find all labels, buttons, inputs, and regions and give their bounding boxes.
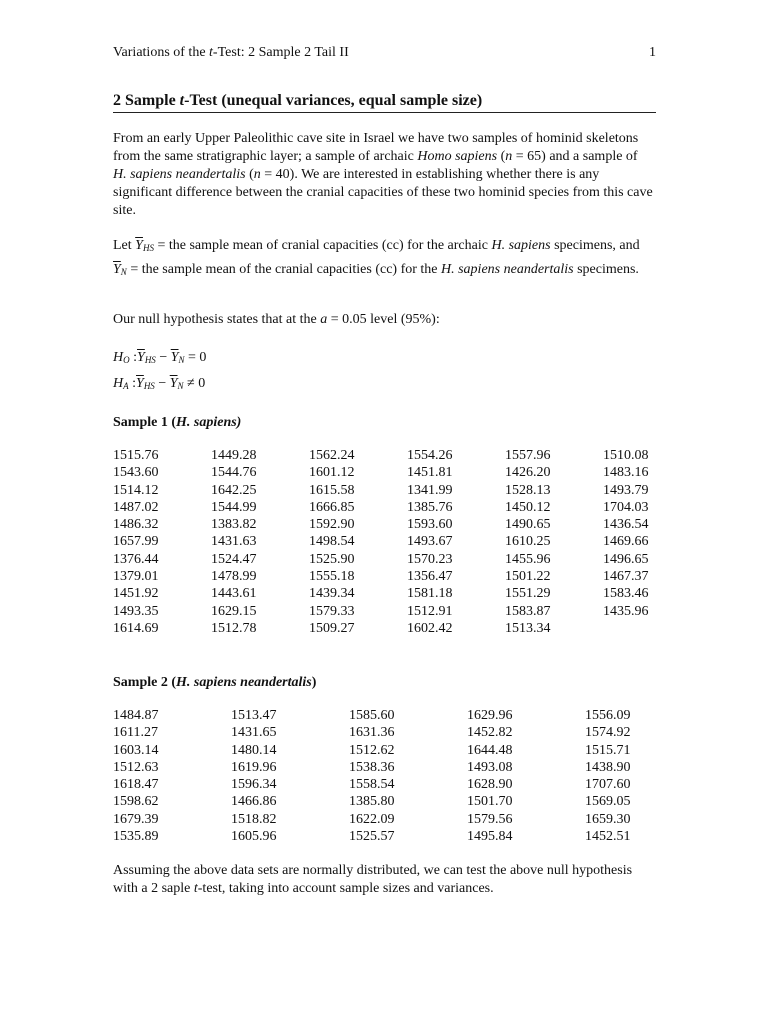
sample2-heading: Sample 2 (H. sapiens neandertalis) — [113, 675, 317, 690]
data-cell: 1601.12 — [309, 465, 355, 481]
data-cell: 1512.91 — [407, 603, 453, 619]
data-cell: 1379.01 — [113, 569, 159, 585]
data-cell: 1512.78 — [211, 620, 257, 636]
sample2-column — [467, 707, 513, 845]
data-cell: 1642.25 — [211, 482, 257, 498]
data-cell: 1484.87 — [113, 708, 159, 723]
data-cell: 1644.48 — [467, 742, 513, 758]
data-cell: 1525.90 — [309, 551, 355, 567]
data-cell: 1579.33 — [309, 603, 355, 619]
data-cell: 1493.67 — [407, 534, 453, 550]
data-cell: 1704.03 — [603, 499, 649, 515]
data-cell: 1631.36 — [349, 725, 395, 741]
data-cell: 1544.76 — [211, 465, 257, 481]
data-cell: 1435.96 — [603, 603, 649, 619]
data-cell: 1558.54 — [349, 777, 395, 793]
data-cell: 1341.99 — [407, 482, 453, 498]
data-cell: 1501.70 — [467, 794, 513, 810]
data-cell: 1525.57 — [349, 829, 395, 845]
data-cell: 1611.27 — [113, 725, 158, 741]
data-cell: 1431.63 — [211, 534, 257, 550]
null-hypothesis-equation: $H_O$ $:\overline{Y}_{HS} - \overline{Y}_N = 0$ — [113, 350, 207, 365]
data-cell: 1356.47 — [407, 569, 453, 585]
data-cell: 1618.47 — [113, 777, 159, 793]
data-cell: 1603.14 — [113, 742, 159, 758]
data-cell: 1629.96 — [467, 708, 513, 723]
data-cell: 1614.69 — [113, 620, 159, 636]
data-cell: 1487.02 — [113, 499, 159, 515]
data-cell: 1555.18 — [309, 569, 355, 585]
running-title: Variations of the t-Test: 2 Sample 2 Tail II — [113, 45, 349, 60]
data-cell: 1583.46 — [603, 586, 649, 602]
data-cell: 1657.99 — [113, 534, 159, 550]
data-cell: 1512.63 — [113, 759, 159, 775]
data-cell: 1431.65 — [231, 725, 277, 741]
data-cell: 1450.12 — [505, 499, 551, 515]
data-cell: 1538.36 — [349, 759, 395, 775]
data-cell: 1610.25 — [505, 534, 551, 550]
data-cell: 1426.20 — [505, 465, 551, 481]
sample2-column — [349, 707, 395, 845]
intro-paragraph: From an early Upper Paleolithic cave site in Israel we have two samples of hominid skeletons from the same stratigraphic layer; a sample of archaic Homo sapiens (n = 65) and a sample of H. sapiens neandertalis (n = 40). We are interested in establishing whether there is any significant difference between the cranial capacities of these two hominid species from this cave site. — [113, 131, 653, 218]
data-cell: 1512.62 — [349, 742, 395, 758]
sample2-column — [585, 707, 631, 845]
data-cell: 1592.90 — [309, 517, 355, 533]
data-cell: 1543.60 — [113, 465, 159, 481]
data-cell: 1569.05 — [585, 794, 631, 810]
sample1-heading: Sample 1 (H. sapiens) — [113, 415, 242, 430]
data-cell: 1615.58 — [309, 482, 355, 498]
data-cell: 1562.24 — [309, 448, 355, 463]
data-cell: 1480.14 — [231, 742, 277, 758]
data-cell: 1385.80 — [349, 794, 395, 810]
data-cell: 1478.99 — [211, 569, 257, 585]
data-cell: 1518.82 — [231, 811, 277, 827]
data-cell: 1593.60 — [407, 517, 453, 533]
data-cell: 1493.35 — [113, 603, 159, 619]
data-cell: 1483.16 — [603, 465, 649, 481]
data-cell: 1493.79 — [603, 482, 649, 498]
data-cell: 1544.99 — [211, 499, 257, 515]
data-cell: 1498.54 — [309, 534, 355, 550]
data-cell: 1436.54 — [603, 517, 649, 533]
data-cell: 1438.90 — [585, 759, 631, 775]
data-cell: 1514.12 — [113, 482, 159, 498]
data-cell: 1557.96 — [505, 448, 551, 463]
sample1-column — [309, 447, 355, 637]
data-cell: 1707.60 — [585, 777, 631, 793]
data-cell: 1513.34 — [505, 620, 551, 636]
data-cell: 1443.61 — [211, 586, 257, 602]
data-cell: 1596.34 — [231, 777, 277, 793]
data-cell: 1490.65 — [505, 517, 551, 533]
data-cell: 1451.81 — [407, 465, 453, 481]
data-cell: 1466.86 — [231, 794, 277, 810]
data-cell: 1385.76 — [407, 499, 453, 515]
assumption-paragraph: Assuming the above data sets are normally distributed, we can test the above null hypothesis with a 2 saple t-test, taking into account sample sizes and variances. — [113, 863, 633, 896]
data-cell: 1496.65 — [603, 551, 649, 567]
data-cell: 1570.23 — [407, 551, 453, 567]
sample1-column — [407, 447, 453, 637]
data-cell: 1469.66 — [603, 534, 649, 550]
data-cell: 1383.82 — [211, 517, 257, 533]
data-cell: 1376.44 — [113, 551, 159, 567]
data-cell: 1605.96 — [231, 829, 277, 845]
sample1-column — [505, 447, 551, 637]
mean-n-symbol: $\overline{Y}_N$ — [113, 262, 127, 277]
section-title: 2 Sample t-Test (unequal variances, equal sample size) — [113, 91, 656, 113]
null-hypothesis-statement: Our null hypothesis states that at the a = 0.05 level (95%): — [113, 312, 440, 327]
data-cell: 1556.09 — [585, 708, 631, 723]
data-cell: 1535.89 — [113, 829, 159, 845]
data-cell: 1628.90 — [467, 777, 513, 793]
data-cell: 1513.47 — [231, 708, 277, 723]
data-cell: 1467.37 — [603, 569, 649, 585]
data-cell: 1452.51 — [585, 829, 631, 845]
data-cell: 1510.08 — [603, 448, 649, 463]
data-cell: 1495.84 — [467, 829, 513, 845]
data-cell: 1585.60 — [349, 708, 395, 723]
page-header — [113, 44, 656, 62]
sample2-column — [113, 707, 159, 845]
data-cell: 1501.22 — [505, 569, 551, 585]
data-cell: 1493.08 — [467, 759, 513, 775]
data-cell: 1598.62 — [113, 794, 159, 810]
sample1-column — [211, 447, 257, 637]
data-cell: 1439.34 — [309, 586, 355, 602]
alternative-hypothesis-equation: $H_A$ $:\overline{Y}_{HS} - \overline{Y}_N \ne 0$ — [113, 376, 206, 391]
data-cell: 1579.56 — [467, 811, 513, 827]
data-cell: 1583.87 — [505, 603, 551, 619]
data-cell: 1455.96 — [505, 551, 551, 567]
data-cell: 1629.15 — [211, 603, 257, 619]
data-cell: 1515.76 — [113, 448, 159, 463]
data-cell: 1602.42 — [407, 620, 453, 636]
data-cell: 1452.82 — [467, 725, 513, 741]
data-cell: 1451.92 — [113, 586, 159, 602]
data-cell: 1554.26 — [407, 448, 453, 463]
data-cell: 1551.29 — [505, 586, 551, 602]
sample2-column — [231, 707, 277, 845]
data-cell: 1679.39 — [113, 811, 159, 827]
data-cell: 1528.13 — [505, 482, 551, 498]
data-cell: 1449.28 — [211, 448, 257, 463]
let-paragraph: Let $\overline{Y}_{HS}$ = the sample mean of cranial capacities (cc) for the archaic H. sapiens specimens, and $\overline{Y}_N$ = the sample mean of the cranial capacities (cc) for the H. sapiens neandertalis specimens. — [113, 238, 640, 277]
data-cell: 1515.71 — [585, 742, 631, 758]
data-cell: 1659.30 — [585, 811, 631, 827]
sample1-column — [113, 447, 159, 637]
data-cell: 1622.09 — [349, 811, 395, 827]
sample1-column — [603, 447, 649, 620]
data-cell: 1486.32 — [113, 517, 159, 533]
mean-hs-symbol: $\overline{Y}_{HS}$ — [135, 238, 154, 253]
data-cell: 1509.27 — [309, 620, 355, 636]
data-cell: 1619.96 — [231, 759, 277, 775]
data-cell: 1524.47 — [211, 551, 257, 567]
data-cell: 1581.18 — [407, 586, 453, 602]
page-number: 1 — [649, 45, 656, 60]
data-cell: 1574.92 — [585, 725, 631, 741]
data-cell: 1666.85 — [309, 499, 355, 515]
